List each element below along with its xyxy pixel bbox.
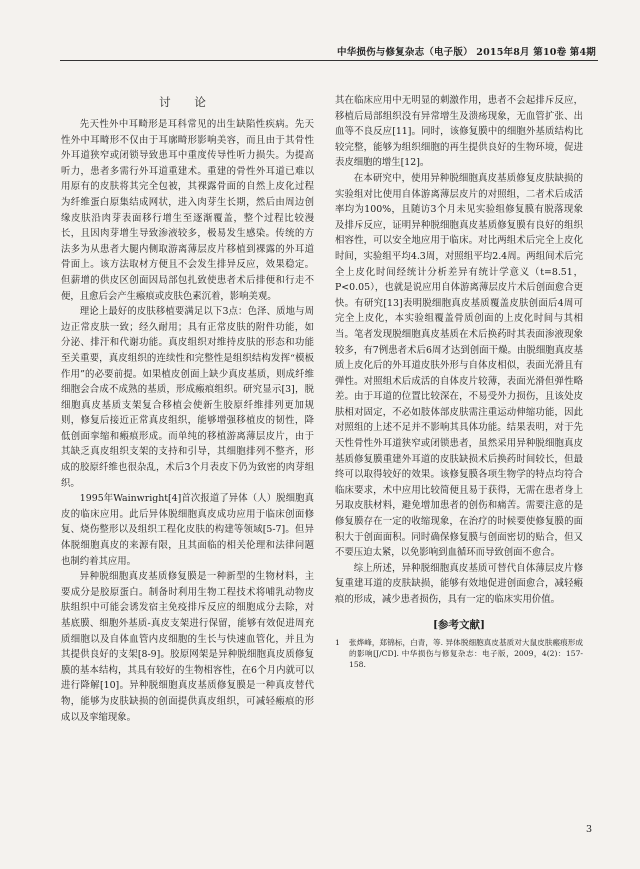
reference-item [335,637,583,670]
paragraph: 理论上最好的皮肤移植要满足以下3点：色泽、质地与周边正常皮肤一致；经久耐用；具有正常皮肤的附件功能，如分泌、排汗和代谢功能。真皮组织对维持皮肤的形态和功能至关重要，真皮组织的连续性和完整性是组织结构发挥“模板作用”的必要前提。如果植皮创面上缺少真皮基质，则成纤维细胞会合成不成熟的基质，形成瘢痕组织。研究显示[3]，脱细胞真皮基质支架复合移植会使新生胶原纤维排列更加规则，修复后接近正常真皮组织，能够增强移植皮的韧性，降低创面挛缩和瘢痕形成。而单纯的移植游离薄层皮片，由于其缺乏真皮组织支架的支持和引导，其细胞排列不整齐，形成的胶原纤维也很杂乱，术后3个月表皮下仍为致密的肉芽组织。 [61,306,314,489]
right-column [335,93,583,670]
reference-text: 张烨峰，郑锦标，白青，等. 异体脱细胞真皮基质对大鼠皮肤瘢痕形成的影响[J/CD]. 中华损伤与修复杂志：电子版，2009，4(2)：157-158. [349,638,583,670]
continued-paragraph: 其在临床应用中无明显的刺激作用，患者不会起排斥反应，移植后局部组织没有异常增生及溃疡现象，无血管扩张、出血等不良反应[11]。同时，该修复膜中的细胞外基质结构比较完整，能够为组织细胞的再生提供良好的生物环境，促进表皮细胞的增生[12]。 [335,95,583,169]
paragraph: 先天性外中耳畸形是耳科常见的出生缺陷性疾病。先天性外中耳畸形不仅由于耳廓畸形影响美容，而且由于其骨性外耳道狭窄或闭锁导致患耳中重度传导性听力损失。为提高听力，患者多需行外耳道重建术。重建的骨性外耳道已难以用原有的皮肤将其完全包被，其裸露骨面的自然上皮化过程为纤维蛋白原集结成网状，进入肉芽生长期，然后由周边创缘皮肤沿肉芽表面移行增生至逐渐覆盖，整个过程比较漫长，且因肉芽增生导致渗液较多，极易发生感染。传统的方法多为从患者大腿内侧取游离薄层皮片移植到裸露的外耳道骨面上。该方法取材方便且不会发生排异反应，效果稳定。但薪增的供皮区创面因局部包扎致使患者术后排便和行走不便，且愈后会产生瘢痕或皮肤色素沉着，影响美观。 [61,119,314,302]
paragraph: 异种脱细胞真皮基质修复膜是一种新型的生物材料，主要成分是胶原蛋白。制备时利用生物工程技术将哺乳动物皮肤组织中可能会诱发宿主免疫排斥反应的细胞成分去除，对基底膜、细胞外基质-真皮支架进行保留，能够有效促进周充质细胞以及自体血管内皮细胞的生长与快速血管化，并且为其提供良好的支架[8-9]。胶原网架是异种脱细胞真皮质修复膜的基本结构，其具有较好的生物相容性，在6个月内就可以进行降解[10]。异种脱细胞真皮基质修复膜是一种真皮替代物，能够为皮肤缺损的创面提供真皮组织，可减轻瘢痕的形成以及挛缩现象。 [61,571,314,723]
left-column [61,93,314,725]
running-header [0,0,640,62]
section-title-discussion: 讨 论 [159,95,216,109]
paragraph: 综上所述，异种脱细胞真皮基质可替代自体薄层皮片修复重建耳道的皮肤缺损，能够有效地促进创面愈合，减轻瘢痕的形成，减少患者损伤，具有一定的临床实用价值。 [335,562,583,605]
page-number: 3 [585,824,592,835]
paragraph: 1995年Wainwright[4]首次报道了异体（人）脱细胞真皮的临床应用。此后异体脱细胞真皮成功应用于临床创面修复、烧伤整形以及组织工程化皮肤的构建等领域[5-7]。但异体脱细胞真皮的来源有限，且其面临的相关伦理和法律问题也制约着其应用。 [61,493,314,567]
reference-number: 1 [335,638,340,648]
header-rule [60,60,598,61]
journal-header-text: 中华损伤与修复杂志（电子版） 2015年8月 第10卷 第4期 [336,47,596,58]
references-title: [参考文献] [433,618,485,631]
paragraph: 在本研究中，使用异种脱细胞真皮基质修复皮肤缺损的实验组对比使用自体游离薄层皮片的对照组，二者术后成活率均为100%，且随访3个月未见实验组修复膜有脱落现象及排斥反应，证明异种脱细胞真皮基质修复膜有良好的组织相容性，可以安全地应用于临床。对比两组术后完全上皮化时间，实验组平均4.3周，对照组平均2.4周。两组间术后完全上皮化时间经统计分析差异有统计学意义（t=8.51，P<0.05），也就是说应用自体游离薄层皮片术后创面愈合更快。有研究[13]表明脱细胞真皮基质覆盖皮肤创面后4周可完全上皮化，本实验组覆盖骨质创面的上皮化时间与其相当。笔者发现脱细胞真皮基质在术后换药时其表面渗液现象较多，有7例患者术后6周才达到创面干燥。由脱细胞真皮基质上皮化后的外耳道皮肤外形与自体皮相似，表面光滑且有弹性。对照组术后成活的自体皮片较薄，表面光滑但弹性略差。由于耳道的位置比较深在，不易受外力损伤，且该处皮肤相对固定，不必如肢体部皮肤需注重运动伸缩功能，因此对照组的上述不足并不影响其具体功能。结果表明，对于先天性骨性外耳道狭窄或闭锁患者，虽然采用异种脱细胞真皮基质修复膜重建外耳道的皮肤缺损术后换药时间较长，但最终可以取得较好的效果。该修复膜各项生物学的特点均符合临床要求，术中应用比较简便且易于获得，无需在患者身上另取皮肤材料，避免增加患者的创伤和痛苦。需要注意的是修复膜存在一定的收缩现象，在治疗的时候要使修复膜的面积大于创面面积。同时确保修复膜与创面密切的贴合，但又不要压迫太紧，以免影响到血循环而导致创面不愈合。 [335,172,583,559]
